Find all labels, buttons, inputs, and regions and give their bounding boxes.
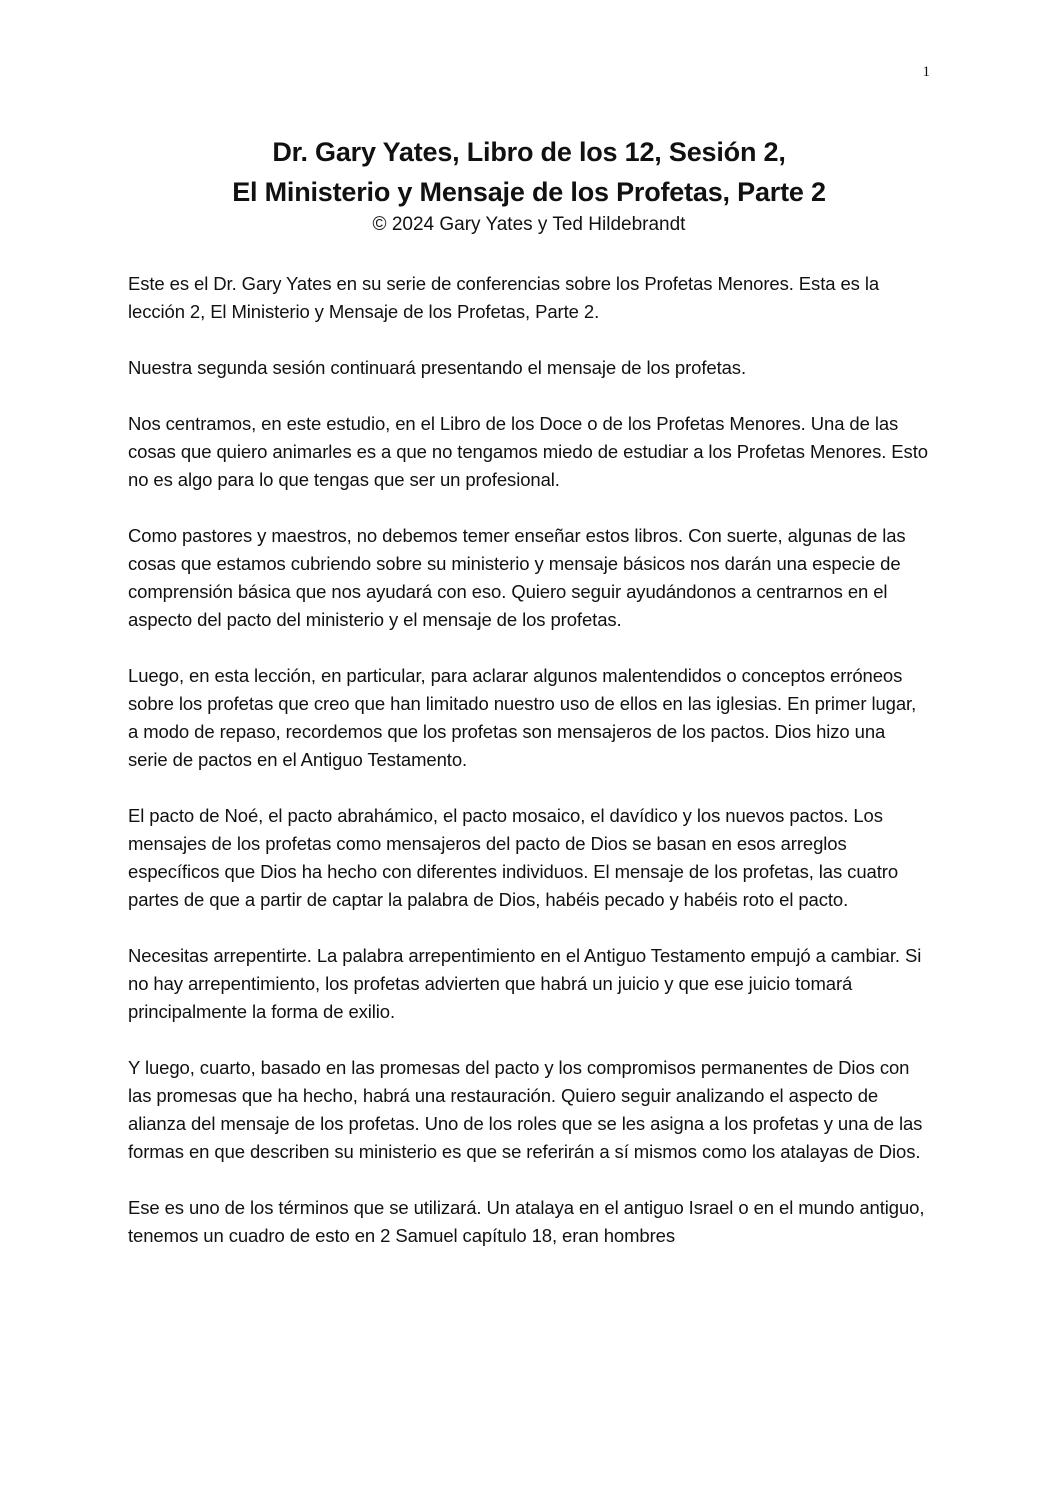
paragraph-2: Nuestra segunda sesión continuará presentando el mensaje de los profetas.: [128, 357, 746, 378]
paragraph-3: Nos centramos, en este estudio, en el Libro de los Doce o de los Profetas Menores. Una de las cosas que quiero animarles es a que no tengamos miedo de estudiar a los Profetas Menores. Esto no es algo para lo que tengas que ser un profesional.: [128, 413, 928, 490]
document-title-line-2: El Ministerio y Mensaje de los Profetas, Parte 2: [232, 177, 826, 207]
paragraph-4: Como pastores y maestros, no debemos temer enseñar estos libros. Con suerte, algunas de las cosas que estamos cubriendo sobre su ministerio y mensaje básicos nos darán una especie de comprensión básica que nos ayudará con eso. Quiero seguir ayudándonos a centrarnos en el aspecto del pacto del ministerio y el mensaje de los profetas.: [128, 525, 906, 630]
paragraph-7: Necesitas arrepentirte. La palabra arrepentimiento en el Antiguo Testamento empujó a cambiar. Si no hay arrepentimiento, los profetas advierten que habrá un juicio y que ese juicio tomará principalmente la forma de exilio.: [128, 945, 922, 1022]
paragraph-1: Este es el Dr. Gary Yates en su serie de conferencias sobre los Profetas Menores. Esta es la lección 2, El Ministerio y Mensaje de los Profetas, Parte 2.: [128, 273, 880, 322]
paragraph-9: Ese es uno de los términos que se utilizará. Un atalaya en el antiguo Israel o en el mundo antiguo, tenemos un cuadro de esto en 2 Samuel capítulo 18, eran hombres: [128, 1197, 925, 1246]
paragraph-6: El pacto de Noé, el pacto abrahámico, el pacto mosaico, el davídico y los nuevos pactos. Los mensajes de los profetas como mensajeros del pacto de Dios se basan en esos arreglos específicos que Dios ha hecho con diferentes individuos. El mensaje de los profetas, las cuatro partes de que a partir de captar la palabra de Dios, habéis pecado y habéis roto el pacto.: [128, 805, 899, 910]
copyright-notice: © 2024 Gary Yates y Ted Hildebrandt: [372, 214, 686, 235]
paragraph-8: Y luego, cuarto, basado en las promesas del pacto y los compromisos permanentes de Dios con las promesas que ha hecho, habrá una restauración. Quiero seguir analizando el aspecto de alianza del mensaje de los profetas. Uno de los roles que se les asigna a los profetas y una de las formas en que describen su ministerio es que se referirán a sí mismos como los atalayas de Dios.: [128, 1057, 923, 1162]
paragraph-5: Luego, en esta lección, en particular, para aclarar algunos malentendidos o conceptos erróneos sobre los profetas que creo que han limitado nuestro uso de ellos en las iglesias. En primer lugar, a modo de repaso, recordemos que los profetas son mensajeros de los pactos. Dios hizo una serie de pactos en el Antiguo Testamento.: [128, 665, 917, 770]
document-body: [128, 270, 928, 1278]
page-number: 1: [922, 64, 930, 80]
document-title-line-1: Dr. Gary Yates, Libro de los 12, Sesión 2,: [272, 137, 786, 167]
document-header: [128, 132, 930, 238]
